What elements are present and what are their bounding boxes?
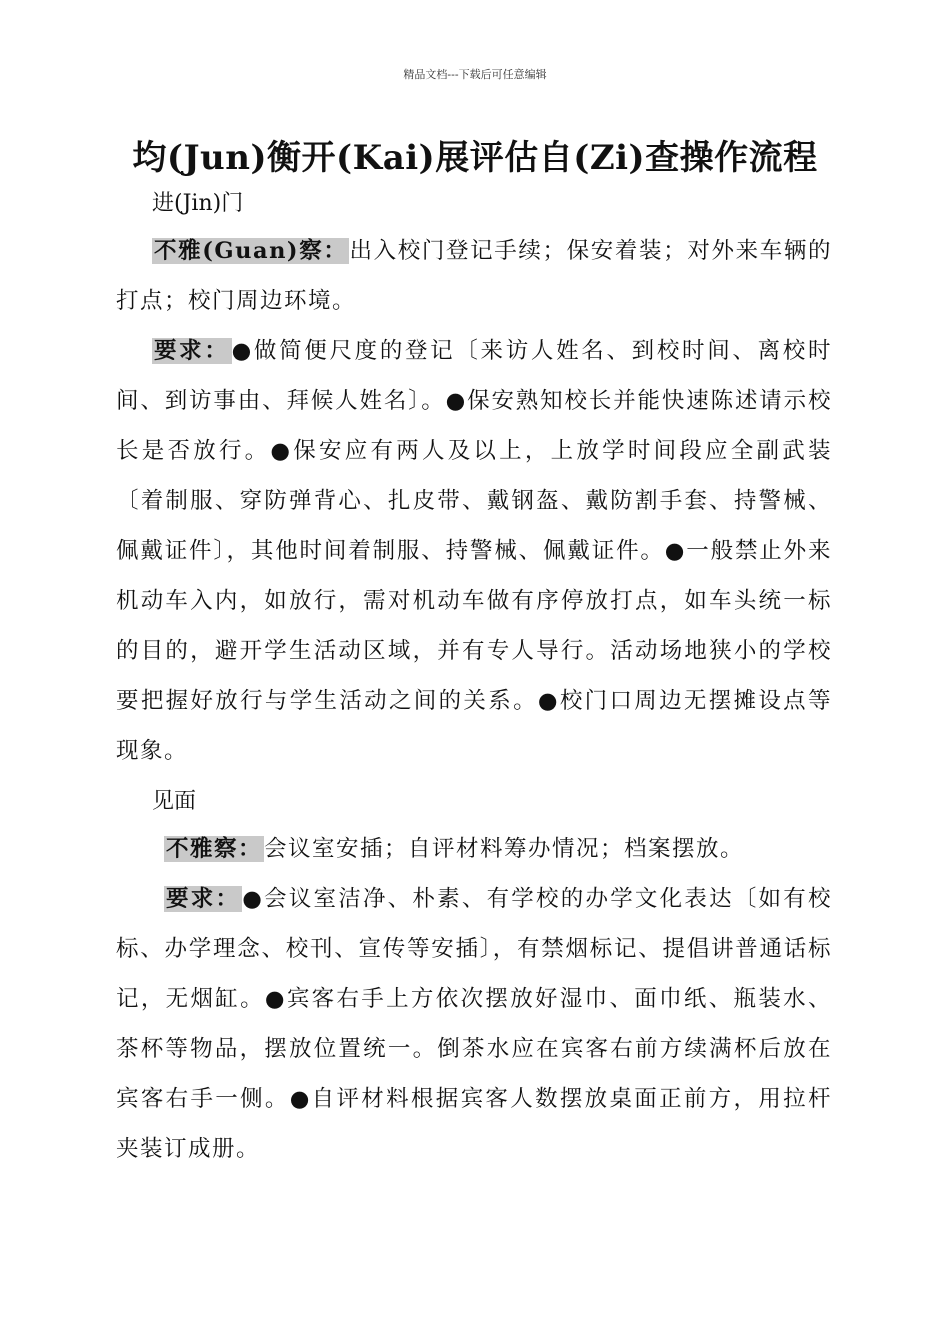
- observe-text: 出入校门登记手续；保安着装；对外来车辆的打点；校门周边环境。: [116, 238, 832, 314]
- requirement-paragraph-meeting: [116, 874, 832, 1174]
- requirement-label: 要求：: [166, 886, 241, 912]
- requirement-text: ●会议室洁净、朴素、有学校的办学文化表达〔如有校标、办学理念、校刊、宣传等安插〕，有禁烟标记、提倡讲普通话标记，无烟缸。●宾客右手上方依次摆放好湿巾、面巾纸、瓶装水、茶杯等物品，摆放位置统一。倒茶水应在宾客右前方续满杯后放在宾客右手一侧。●自评材料根据宾客人数摆放桌面正前方，用拉杆夹装订成册。: [116, 886, 832, 1162]
- observe-paragraph-entrance: [116, 226, 832, 326]
- requirement-text: ●做简便尺度的登记〔来访人姓名、到校时间、离校时间、到访事由、拜候人姓名〕。●保安熟知校长并能快速陈述请示校长是否放行。●保安应有两人及以上，上放学时间段应全副武装〔着制服、穿防弹背心、扎皮带、戴钢盔、戴防割手套、持警械、佩戴证件〕，其他时间着制服、持警械、佩戴证件。●一般禁止外来机动车入内，如放行，需对机动车做有序停放打点，如车头统一标的目的，避开学生活动区域，并有专人导行。活动场地狭小的学校要把握好放行与学生活动之间的关系。●校门口周边无摆摊设点等现象。: [116, 338, 832, 764]
- observe-text: 会议室安插；自评材料筹办情况；档案摆放。: [264, 836, 745, 862]
- requirement-paragraph-entrance: [116, 326, 832, 776]
- section-heading-meeting: 见面: [152, 789, 197, 814]
- requirement-label: 要求：: [154, 338, 230, 364]
- document-title: 均(Jun)衡开(Kai)展评估自(Zi)查操作流程: [132, 138, 818, 178]
- observe-paragraph-meeting: [116, 824, 832, 874]
- observe-label: 不雅(Guan)察：: [154, 238, 348, 264]
- page-header: 精品文档---下载后可任意编辑: [403, 68, 547, 81]
- section-heading-entrance: 进(Jin)门: [152, 191, 244, 216]
- observe-label: 不雅察：: [166, 836, 263, 862]
